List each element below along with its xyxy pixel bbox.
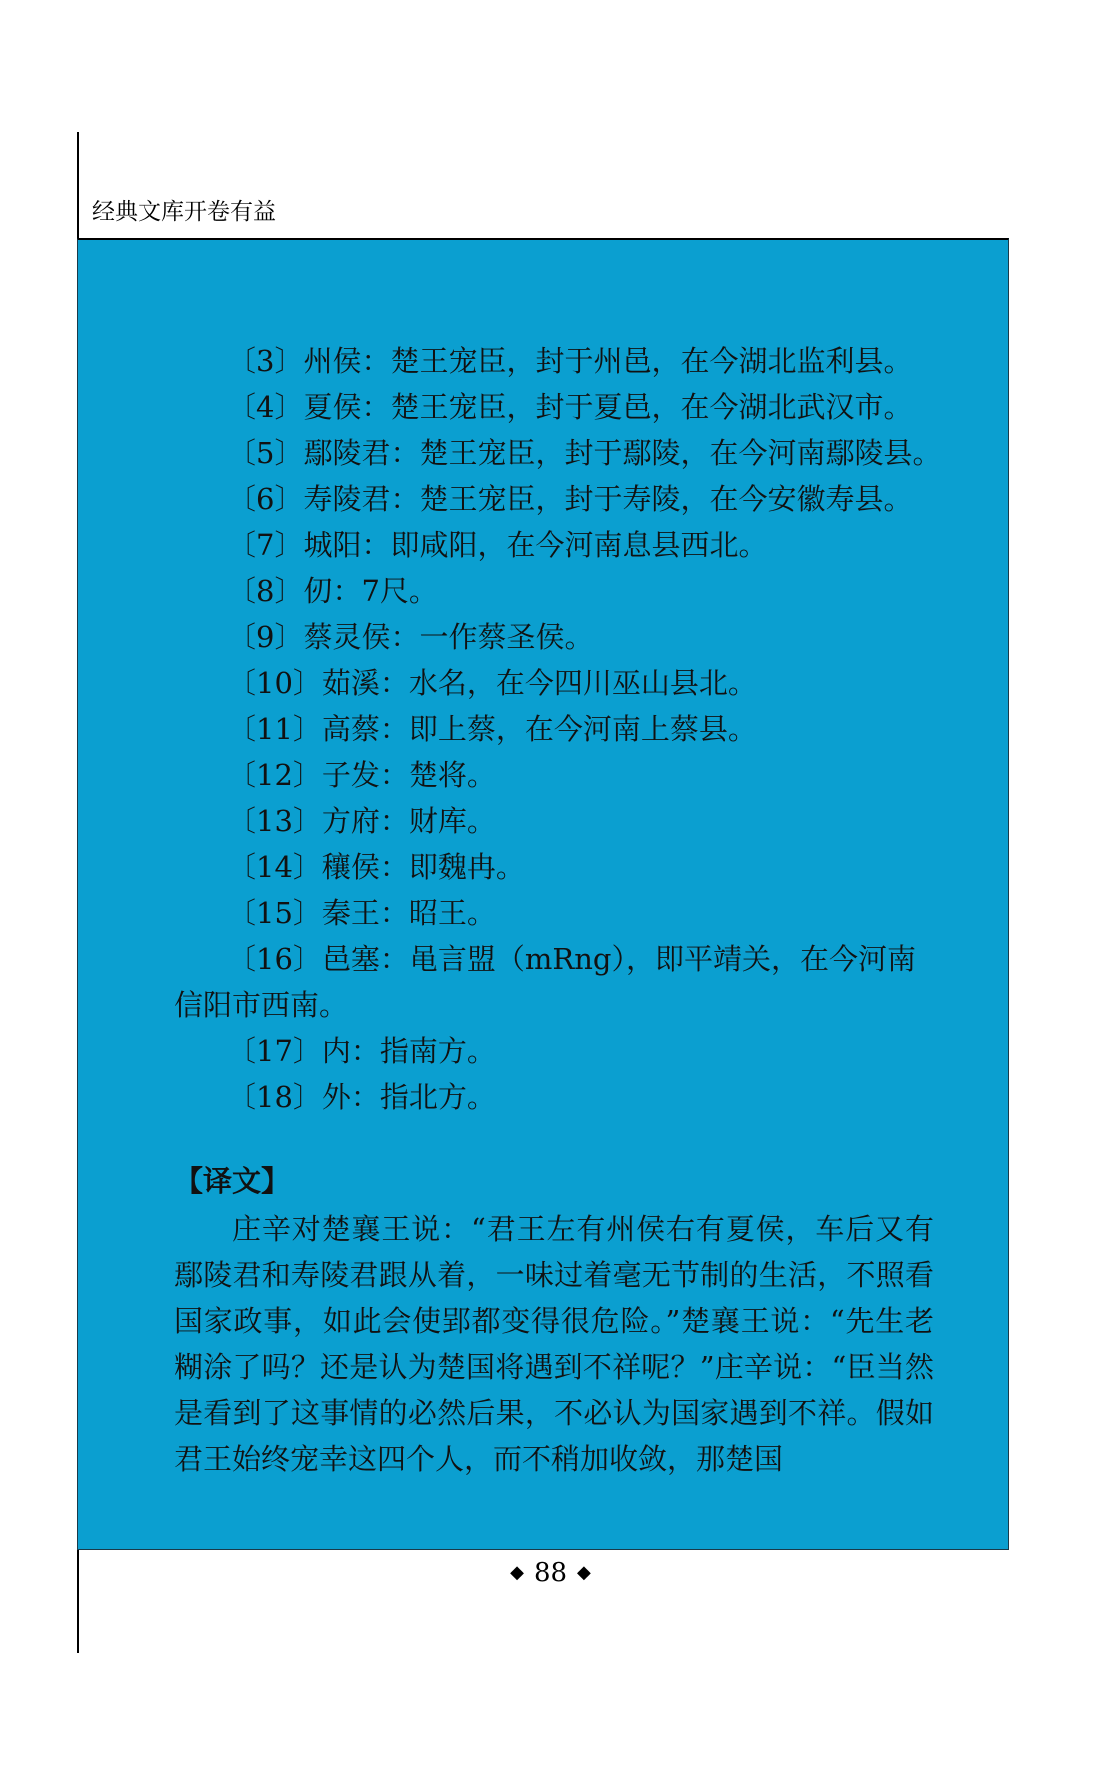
note-item: 〔13〕方府：财库。	[227, 804, 496, 838]
note-item: 〔6〕寿陵君：楚王宠臣，封于寿陵，在今安徽寿县。	[227, 482, 913, 516]
note-item: 〔9〕蔡灵侯：一作蔡圣侯。	[227, 620, 594, 654]
note-item: 〔16〕邑塞：黾言盟（mRng），即平靖关，在今河南信阳市西南。	[174, 942, 916, 1022]
page-number: 88	[533, 1558, 568, 1588]
diamond-icon: ◆	[577, 1562, 591, 1583]
note-item: 〔18〕外：指北方。	[227, 1080, 496, 1114]
content-panel	[77, 238, 1009, 1550]
section-heading: 【译文】	[174, 1164, 291, 1198]
note-item: 〔15〕秦王：昭王。	[227, 896, 496, 930]
note-item: 〔12〕子发：楚将。	[227, 758, 496, 792]
note-item: 〔3〕州侯：楚王宠臣，封于州邑，在今湖北监利县。	[227, 344, 913, 378]
note-item: 〔4〕夏侯：楚王宠臣，封于夏邑，在今湖北武汉市。	[227, 390, 913, 424]
note-item: 〔14〕穰侯：即魏冉。	[227, 850, 525, 884]
note-item: 〔17〕内：指南方。	[227, 1034, 496, 1068]
note-item: 〔11〕高蔡：即上蔡，在今河南上蔡县。	[227, 712, 757, 746]
running-header: 经典文库开卷有益	[92, 199, 276, 225]
page-footer	[0, 1558, 1101, 1588]
note-item: 〔7〕城阳：即咸阳，在今河南息县西北。	[227, 528, 768, 562]
note-item: 〔8〕仞：7尺。	[227, 574, 438, 608]
note-item: 〔10〕茹溪：水名，在今四川巫山县北。	[227, 666, 757, 700]
translation-paragraph: 庄辛对楚襄王说：“君王左有州侯右有夏侯，车后又有鄢陵君和寿陵君跟从着，一味过着毫无节制的生活，不照看国家政事，如此会使郢都变得很危险。”楚襄王说：“先生老糊涂了吗？还是认为楚国将遇到不祥呢？”庄辛说：“臣当然是看到了这事情的必然后果，不必认为国家遇到不祥。假如君王始终宠幸这四个人，而不稍加收敛，那楚国	[174, 1212, 934, 1476]
diamond-icon: ◆	[510, 1562, 524, 1583]
note-item: 〔5〕鄢陵君：楚王宠臣，封于鄢陵，在今河南鄢陵县。	[227, 436, 942, 470]
notes-list	[174, 338, 942, 1120]
